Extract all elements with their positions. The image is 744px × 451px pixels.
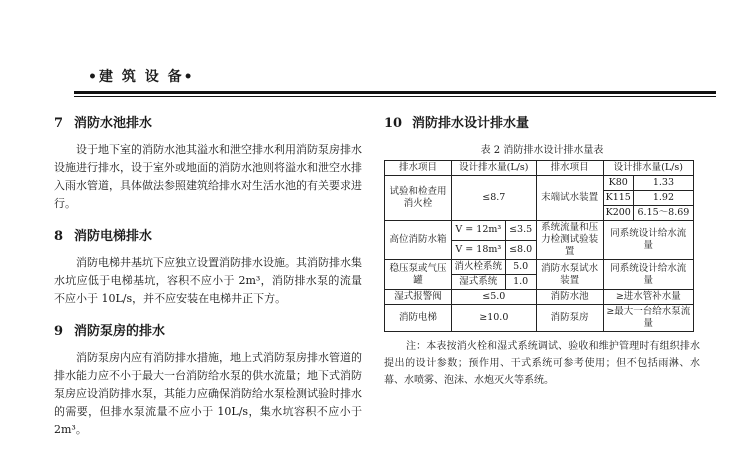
table-cell: V = 18m³ — [452, 240, 506, 260]
table-cell: 末端试水装置 — [536, 176, 603, 221]
table-cell: 消火栓系统 — [452, 260, 506, 275]
table-caption: 表 2 消防排水设计排水量表 — [480, 145, 604, 156]
section-number: 7 — [54, 116, 64, 131]
table-cell: 消防水泵试水装置 — [536, 260, 603, 290]
section-9 — [54, 320, 362, 439]
table-row — [385, 305, 694, 332]
section-7 — [54, 112, 362, 213]
table-cell: ≤3.5 — [505, 221, 536, 241]
table-cell: ≥10.0 — [452, 305, 537, 332]
table-cell: K200 — [603, 206, 633, 221]
header-cell: 排水项目 — [536, 161, 603, 176]
table-row — [385, 290, 694, 305]
header-cell: 排水项目 — [385, 161, 452, 176]
table-cell: 稳压泵或气压罐 — [385, 260, 452, 290]
section-7-body: 设于地下室的消防水池其溢水和泄空排水利用消防泵房排水设施进行排水，设于室外或地面的消防水池则将溢水和泄空水排入雨水管道，具体做法参照建筑给排水对生活水池的有关要求进行。 — [54, 143, 362, 210]
section-number: 8 — [54, 229, 64, 244]
drainage-table — [384, 160, 694, 332]
table-cell: 1.92 — [633, 191, 693, 206]
section-9-body: 消防泵房内应有消防排水措施，地上式消防泵房排水管道的排水能力应不小于最大一台消防给水泵的供水流量；地下式消防泵房应设消防排水泵，其能力应确保消防给水泵检测试验时排水的需要，但排水泵流量不应小于 10L/s，集水坑容积不应小于 2m³。 — [54, 351, 362, 436]
table-cell: 1.0 — [505, 275, 536, 290]
section-10-heading — [384, 112, 700, 131]
table-cell: 湿式系统 — [452, 275, 506, 290]
section-9-heading — [54, 320, 362, 339]
section-number: 10 — [384, 116, 403, 131]
table-note: 注：本表按消火栓和湿式系统调试、验收和维护管理时有组织排水提出的设计参数；预作用、干式系统可参考使用；但不包括雨淋、水幕、水喷雾、泡沫、水炮灭火等系统。 — [384, 341, 700, 386]
section-8 — [54, 225, 362, 308]
table-cell: 同系统设计给水流量 — [603, 260, 693, 290]
section-title: 消防电梯排水 — [74, 229, 153, 244]
header-rule-thick — [74, 91, 716, 94]
table-cell: 系统流量和压力检测试验装置 — [536, 221, 603, 260]
section-8-heading — [54, 225, 362, 244]
section-title: 消防排水设计排水量 — [412, 116, 530, 131]
table-header-row — [385, 161, 694, 176]
table-cell: 同系统设计给水流量 — [603, 221, 693, 260]
table-cell: ≤8.0 — [505, 240, 536, 260]
section-number: 9 — [54, 324, 64, 339]
table-cell: V = 12m³ — [452, 221, 506, 241]
table-row — [385, 260, 694, 275]
header-cell: 设计排水量(L/s) — [603, 161, 693, 176]
table-cell: 高位消防水箱 — [385, 221, 452, 260]
table-cell: 湿式报警阀 — [385, 290, 452, 305]
section-title: 消防水池排水 — [74, 116, 153, 131]
table-cell: K115 — [603, 191, 633, 206]
left-column — [54, 112, 362, 451]
page-header: •建 筑 设 备• — [88, 69, 195, 85]
table-cell: 试验和检查用消火栓 — [385, 176, 452, 221]
section-7-heading — [54, 112, 362, 131]
table-cell: 1.33 — [633, 176, 693, 191]
table-row — [385, 221, 694, 241]
table-row — [385, 176, 694, 191]
right-column — [384, 112, 700, 389]
header-cell: 设计排水量(L/s) — [452, 161, 537, 176]
table-cell: K80 — [603, 176, 633, 191]
table-cell: 5.0 — [505, 260, 536, 275]
header-rule-thin — [74, 96, 716, 97]
table-cell: 消防泵房 — [536, 305, 603, 332]
table-cell: 消防电梯 — [385, 305, 452, 332]
section-title: 消防泵房的排水 — [74, 324, 166, 339]
table-cell: 6.15～8.69 — [633, 206, 693, 221]
table-cell: ≤8.7 — [452, 176, 537, 221]
table-cell: 消防水池 — [536, 290, 603, 305]
table-cell: ≥进水管补水量 — [603, 290, 693, 305]
section-8-body: 消防电梯井基坑下应独立设置消防排水设施。其消防排水集水坑应低于电梯基坑，容积不应小于 2m³，消防排水泵的流量不应小于 10L/s，并不应安装在电梯井正下方。 — [54, 256, 362, 305]
table-cell: ≤5.0 — [452, 290, 537, 305]
table-cell: ≥最大一台给水泵流量 — [603, 305, 693, 332]
